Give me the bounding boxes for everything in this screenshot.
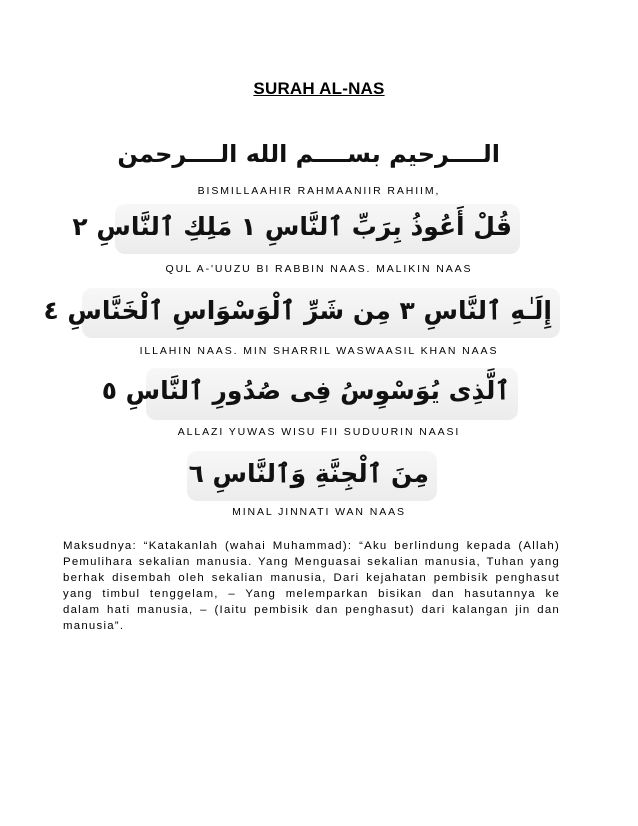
verse-transliteration-3-4: ILLAHIN NAAS. MIN SHARRIL WASWAASIL KHAN NAAS bbox=[139, 345, 499, 357]
basmala-arabic: الــــرحيم بســــم الله الــــرحمن bbox=[117, 140, 500, 168]
verse-transliteration-6: MINAL JINNATI WAN NAAS bbox=[232, 506, 406, 518]
verse-arabic-3-4: إِلَـٰهِ ٱلنَّاسِ ٣ مِن شَرِّ ٱلْوَسْوَاسِ ٱلْخَنَّاسِ ٤ bbox=[82, 288, 560, 338]
verse-arabic-5: ٱلَّذِى يُوَسْوِسُ فِى صُدُورِ ٱلنَّاسِ ٥ bbox=[146, 368, 518, 420]
verse-transliteration-1-2: QUL A-'UUZU BI RABBIN NAAS. MALIKIN NAAS bbox=[165, 263, 473, 275]
verse-arabic-6: مِنَ ٱلْجِنَّةِ وَٱلنَّاسِ ٦ bbox=[187, 451, 437, 501]
verse-arabic-1-2: قُلْ أَعُوذُ بِرَبِّ ٱلنَّاسِ ١ مَلِكِ ٱلنَّاسِ ٢ bbox=[115, 204, 520, 254]
page-title: SURAH AL-NAS bbox=[253, 79, 385, 98]
verse-transliteration-5: ALLAZI YUWAS WISU FII SUDUURIN NAASI bbox=[177, 426, 461, 438]
meaning-paragraph: Maksudnya: “Katakanlah (wahai Muhammad): “Aku berlindung kepada (Allah) Pemulihara sekalian manusia. Yang Menguasai sekalian manusia, Tuhan yang berhak disembah oleh sekalian manusia, Dari kejahatan pembisik penghasut yang timbul tenggelam, – Yang melemparkan bisikan dan hasutannya ke dalam hati manusia, – (Iaitu pembisik dan penghasut) dari kalangan jin dan manusia”. bbox=[63, 540, 560, 632]
basmala-transliteration: BISMILLAAHIR RAHMAANIIR RAHIIM, bbox=[197, 185, 441, 197]
